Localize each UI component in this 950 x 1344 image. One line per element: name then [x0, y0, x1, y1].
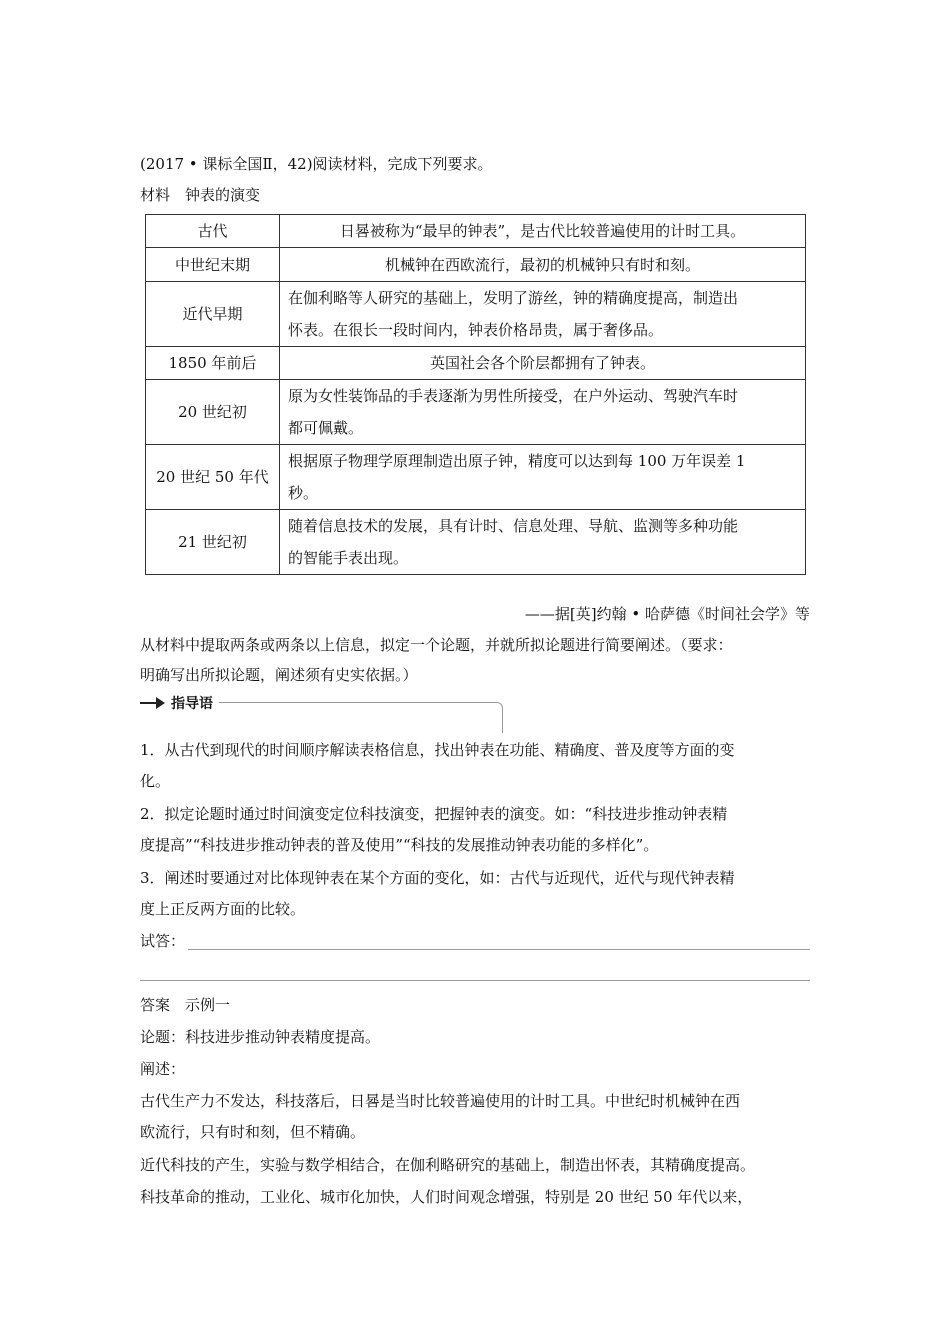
question-source: (2017 • 课标全国Ⅱ，42)阅读材料，完成下列要求。 [140, 155, 493, 173]
guide-heading [140, 694, 219, 712]
answer-paragraph: 近代科技的产生，实验与数学相结合，在伽利略研究的基础上，制造出怀表，其精确度提高。 [140, 1156, 756, 1174]
desc-cell [280, 445, 806, 510]
task-line: 明确写出所拟论题，阐述须有史实依据。） [140, 666, 418, 684]
task-line: 从材料中提取两条或两条以上信息，拟定一个论题，并就所拟论题进行简要阐述。（要求： [140, 636, 733, 654]
table-row [146, 380, 806, 445]
guide-label: 指导语 [171, 696, 213, 712]
era-cell: 近代早期 [146, 282, 280, 347]
trial-label: 试答： [140, 932, 186, 950]
desc-cell [280, 380, 806, 445]
guide-item: 3．阐述时要通过对比体现钟表在某个方面的变化，如：古代与近现代，近代与现代钟表精 [140, 869, 735, 887]
desc-line: 怀表。在很长一段时间内，钟表价格昂贵，属于奢侈品。 [288, 321, 664, 339]
table-row [146, 347, 806, 380]
table-row [146, 215, 806, 248]
material-title: 材料 钟表的演变 [140, 186, 261, 204]
desc-line: 原为女性装饰品的手表逐渐为男性所接受，在户外运动、驾驶汽车时 [288, 387, 739, 405]
table-row [146, 248, 806, 282]
answer-blank-line[interactable] [140, 980, 810, 981]
guide-item: 化。 [140, 772, 171, 790]
citation: ——据[英]约翰 • 哈萨德《时间社会学》等 [524, 605, 810, 623]
answer-heading: 答案 示例一 [140, 996, 231, 1014]
era-cell: 1850 年前后 [146, 347, 280, 380]
era-cell: 20 世纪初 [146, 380, 280, 445]
era-cell: 21 世纪初 [146, 510, 280, 575]
answer-elaborate-label: 阐述： [140, 1060, 186, 1078]
answer-paragraph: 欧流行，只有时和刻，但不精确。 [140, 1123, 366, 1141]
guide-item: 1．从古代到现代的时间顺序解读表格信息，找出钟表在功能、精确度、普及度等方面的变 [140, 741, 735, 759]
desc-line: 秒。 [288, 484, 319, 502]
desc-cell [280, 510, 806, 575]
era-cell: 古代 [146, 215, 280, 248]
answer-blank-line[interactable] [188, 949, 810, 950]
desc-cell: 英国社会各个阶层都拥有了钟表。 [280, 347, 806, 380]
answer-thesis: 论题：科技进步推动钟表精度提高。 [140, 1028, 381, 1046]
answer-paragraph: 古代生产力不发达，科技落后，日晷是当时比较普遍使用的计时工具。中世纪时机械钟在西 [140, 1092, 741, 1110]
desc-line: 都可佩戴。 [288, 419, 364, 437]
desc-line: 在伽利略等人研究的基础上，发明了游丝，钟的精确度提高，制造出 [288, 289, 739, 307]
material-table [145, 214, 806, 575]
desc-line: 随着信息技术的发展，具有计时、信息处理、导航、监测等多种功能 [288, 517, 739, 535]
desc-cell: 机械钟在西欧流行，最初的机械钟只有时和刻。 [280, 248, 806, 282]
arrow-right-icon [156, 697, 165, 709]
guide-item: 度上正反两方面的比较。 [140, 900, 306, 918]
desc-line: 的智能手表出现。 [288, 549, 409, 567]
desc-cell: 日晷被称为“最早的钟表”，是古代比较普遍使用的计时工具。 [280, 215, 806, 248]
desc-line: 根据原子物理学原理制造出原子钟，精度可以达到每 100 万年误差 1 [288, 452, 746, 470]
table-row [146, 445, 806, 510]
era-cell: 20 世纪 50 年代 [146, 445, 280, 510]
guide-item: 2．拟定论题时通过时间演变定位科技演变，把握钟表的演变。如：“科技进步推动钟表精 [140, 805, 728, 823]
guide-item: 度提高”“科技进步推动钟表的普及使用”“科技的发展推动钟表功能的多样化”。 [140, 836, 659, 854]
table-row [146, 510, 806, 575]
table-row [146, 282, 806, 347]
era-cell: 中世纪末期 [146, 248, 280, 282]
desc-cell [280, 282, 806, 347]
answer-paragraph: 科技革命的推动，工业化、城市化加快，人们时间观念增强，特别是 20 世纪 50 年代以来， [140, 1188, 753, 1206]
